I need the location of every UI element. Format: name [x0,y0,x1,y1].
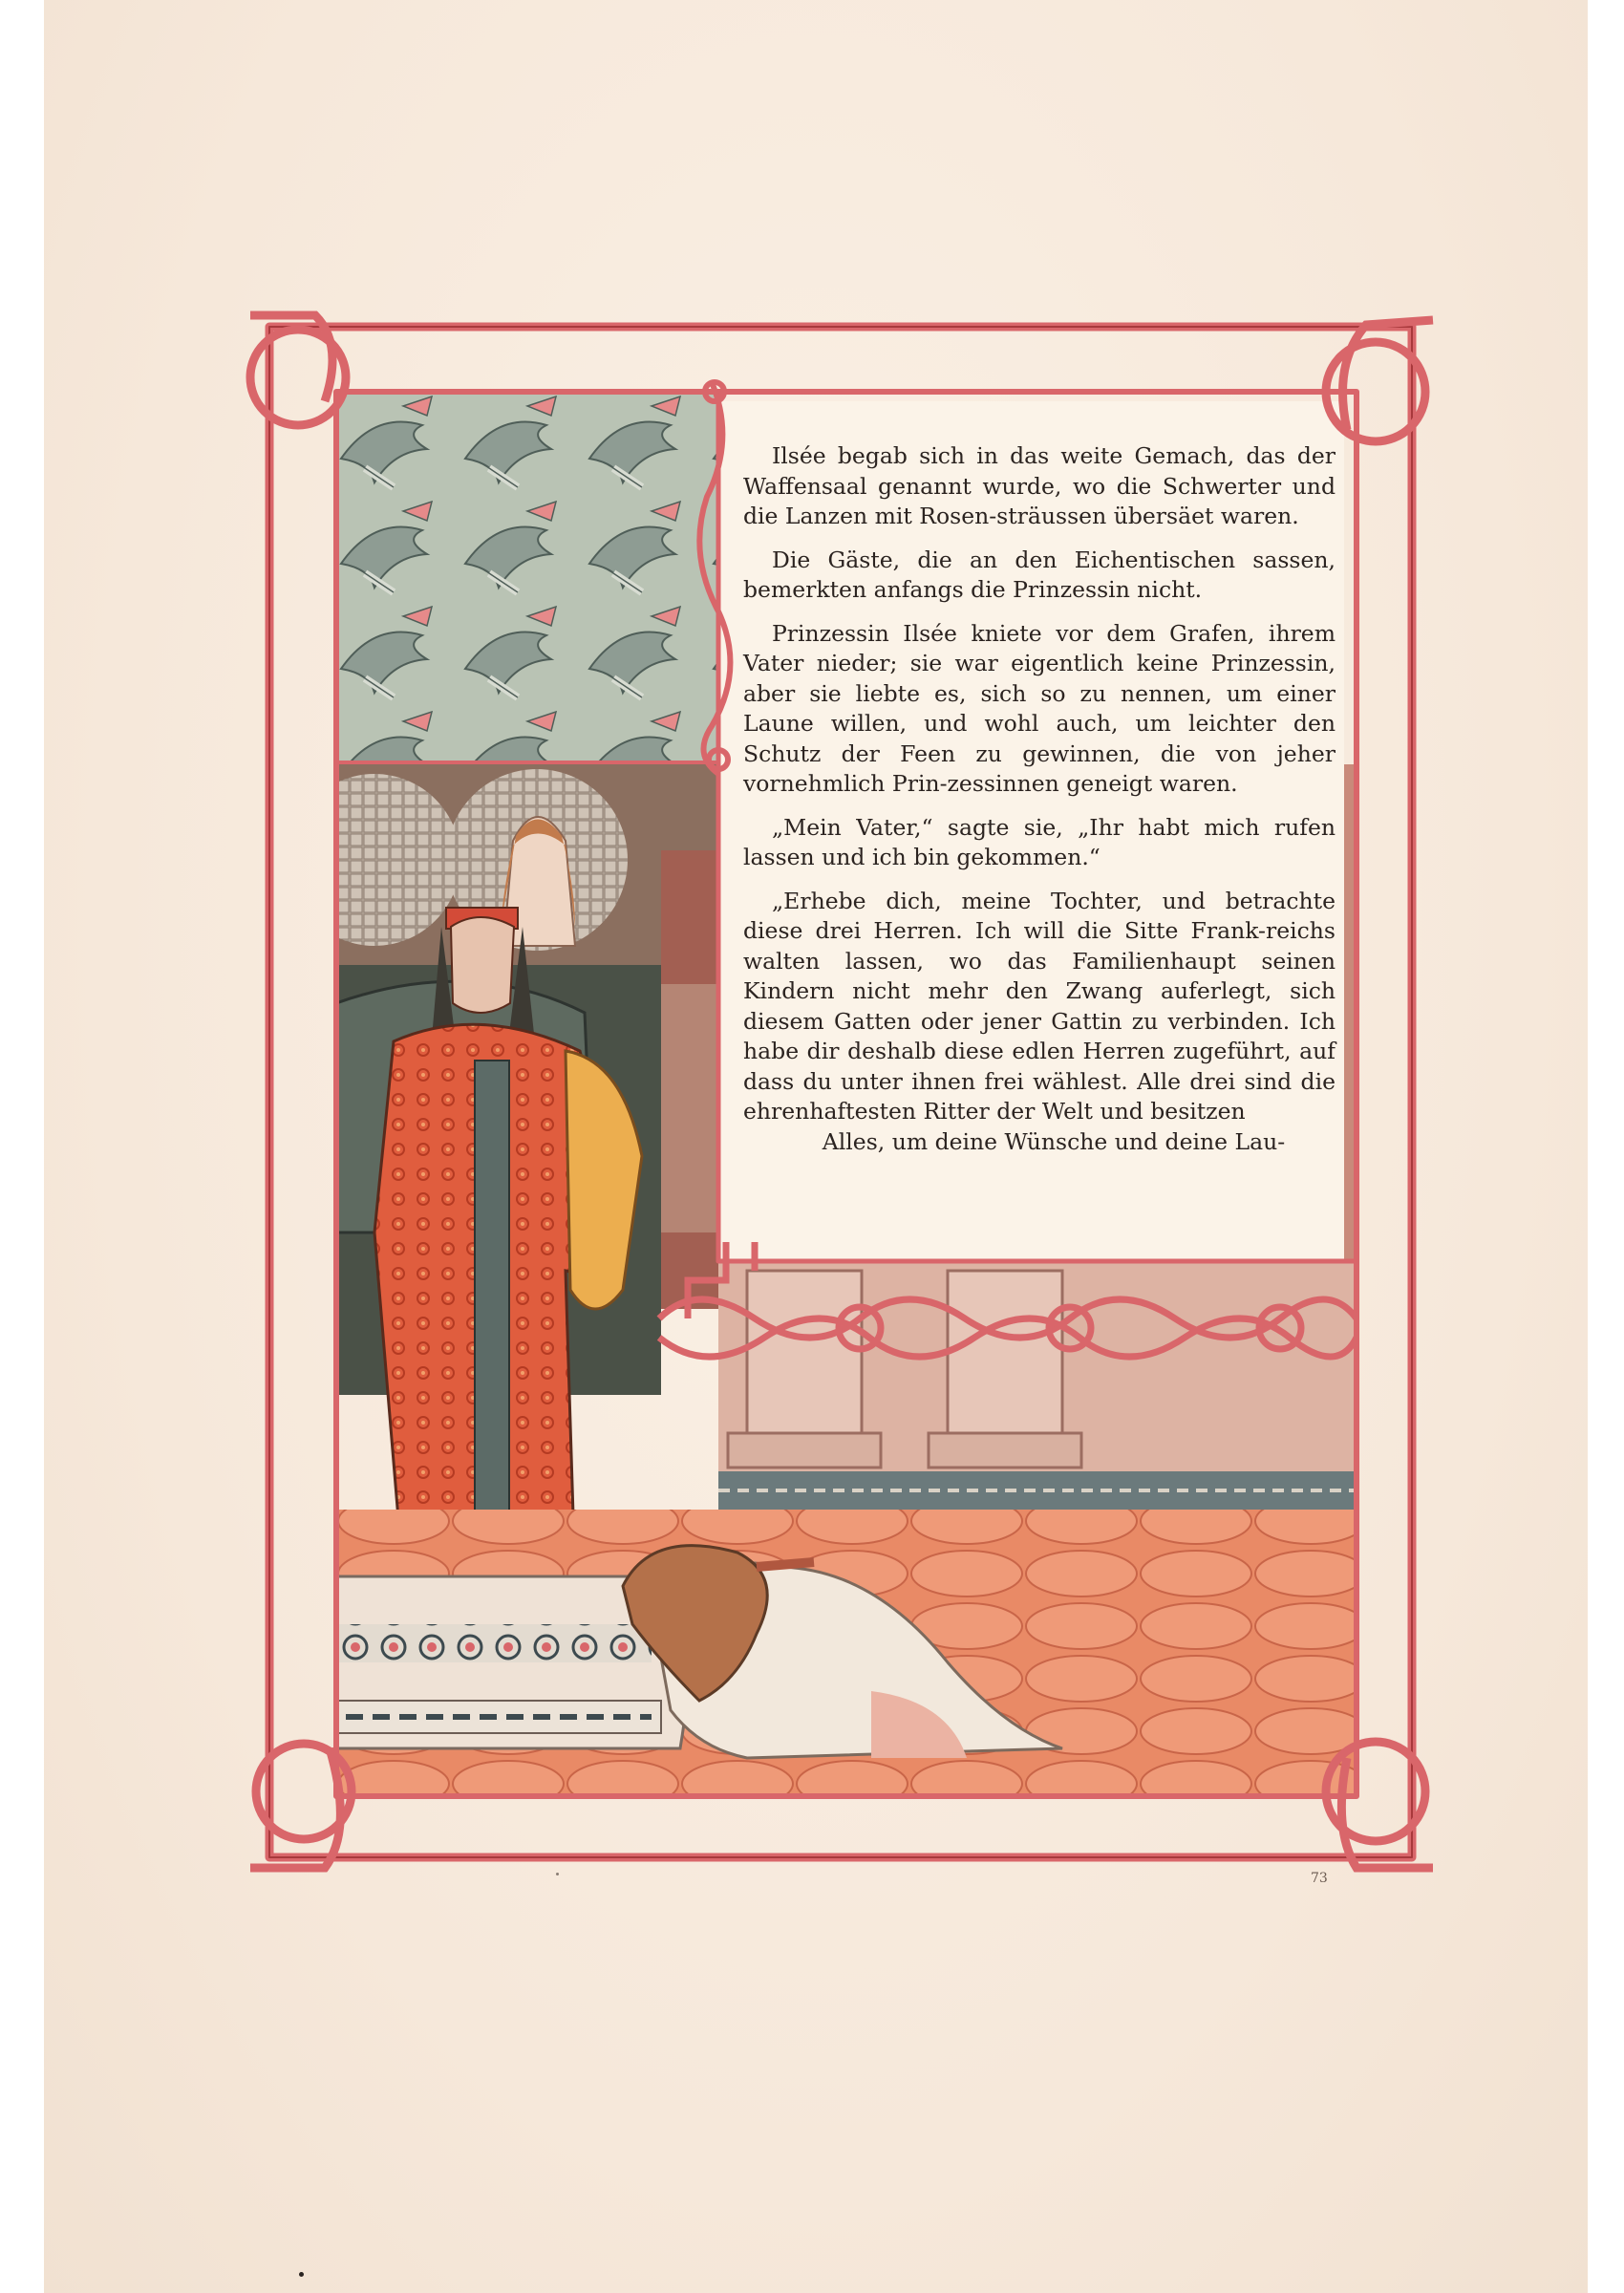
paragraph-1: Ilsée begab sich in das weite Gemach, das der Waffensaal genannt wurde, wo die Schwerter und die Lanzen mit Rosen-sträussen übersäet waren. [743,442,1336,529]
stray-mark [556,1873,559,1875]
corner-ornament-bottom-right [1326,1742,1433,1868]
stray-mark [299,2272,304,2277]
paragraph-4: „Mein Vater,“ sagte sie, „Ihr habt mich rufen lassen und ich bin gekommen.“ [743,813,1336,870]
corner-ornament-top-left [250,315,346,425]
body-text [743,441,1336,1157]
corner-ornament-top-right [1326,320,1433,441]
page-number: 73 [1311,1871,1328,1886]
paragraph-2: Die Gäste, die an den Eichentischen sassen, bemerkten anfangs die Prinzessin nicht. [743,546,1336,603]
final-line: Alles, um deine Wünsche und deine Lau- [822,1127,1286,1155]
paragraph-5: „Erhebe dich, meine Tochter, und betrachte diese drei Herren. Ich will die Sitte Frank-reichs walten lassen, wo das Familienhaupt seinen Kindern nicht mehr den Zwang auferlegt, sich diesem Gatten oder jener Gattin zu verbinden. Ich habe dir deshalb diese edlen Herren zugeführt, auf dass du unter ihnen frei wählest. Alle drei sind die ehrenhaftesten Ritter der Welt und besitzen [743,887,1336,1125]
paragraph-3: Prinzessin Ilsée kniete vor dem Grafen, ihrem Vater nieder; sie war eigentlich keine Prinzessin, aber sie liebte es, sich so zu nennen, um einer Laune willen, und wohl auch, um leichter den Schutz der Feen zu gewinnen, die von jeher vornehmlich Prin-zessinnen geneigt waren. [743,619,1336,797]
cord-ornament [699,382,730,774]
